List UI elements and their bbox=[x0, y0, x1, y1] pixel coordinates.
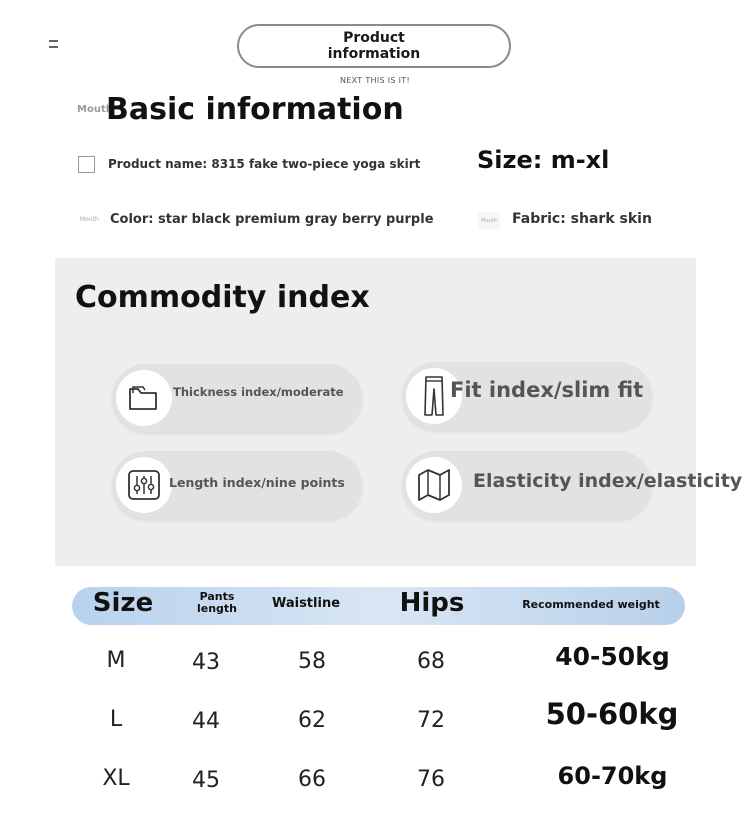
row-l-waistline: 62 bbox=[298, 708, 326, 733]
length-index-card bbox=[112, 451, 362, 519]
product-information-label: Product information bbox=[327, 30, 421, 62]
next-this-caption: NEXT THIS IS IT! bbox=[340, 76, 410, 85]
row-l-pants-length: 44 bbox=[192, 709, 220, 734]
header-hips: Hips bbox=[399, 588, 465, 618]
elasticity-index-label: Elasticity index/elasticity bbox=[473, 470, 743, 492]
product-fabric: Fabric: shark skin bbox=[512, 211, 652, 227]
fit-index-card bbox=[402, 362, 652, 430]
mouth-watermark-small: Mouth bbox=[80, 216, 99, 223]
sliders-icon bbox=[116, 457, 172, 513]
checkbox-icon bbox=[78, 156, 95, 173]
row-xl-weight: 60-70kg bbox=[557, 762, 668, 790]
map-fold-icon bbox=[406, 457, 462, 513]
folder-icon bbox=[116, 370, 172, 426]
row-xl-size: XL bbox=[102, 766, 130, 791]
product-name: Product name: 8315 fake two-piece yoga skirt bbox=[108, 157, 421, 171]
header-waistline: Waistline bbox=[271, 596, 341, 611]
header-recommended-weight: Recommended weight bbox=[522, 598, 660, 611]
length-index-label: Length index/nine points bbox=[169, 475, 345, 490]
row-xl-hips: 76 bbox=[417, 767, 445, 792]
row-m-size: M bbox=[106, 648, 126, 673]
fit-index-label: Fit index/slim fit bbox=[450, 378, 644, 402]
row-xl-pants-length: 45 bbox=[192, 768, 220, 793]
row-m-waistline: 58 bbox=[298, 649, 326, 674]
header-size: Size bbox=[92, 588, 154, 618]
size-range: Size: m-xl bbox=[477, 146, 610, 174]
thickness-index-card bbox=[112, 364, 362, 432]
row-l-weight: 50-60kg bbox=[545, 697, 679, 731]
product-information-badge bbox=[237, 24, 511, 68]
product-color: Color: star black premium gray berry purple bbox=[110, 212, 434, 227]
menu-icon[interactable] bbox=[48, 40, 60, 52]
elasticity-index-card bbox=[402, 451, 743, 519]
row-l-size: L bbox=[109, 707, 123, 732]
header-pants-length: Pants length bbox=[196, 590, 238, 615]
row-m-pants-length: 43 bbox=[192, 650, 220, 675]
thickness-index-label: Thickness index/moderate bbox=[173, 385, 344, 399]
mouth-watermark: Mouth bbox=[77, 104, 113, 115]
row-l-hips: 72 bbox=[417, 708, 445, 733]
row-m-hips: 68 bbox=[417, 649, 445, 674]
row-xl-waistline: 66 bbox=[298, 767, 326, 792]
basic-information-title: Basic information bbox=[106, 92, 404, 127]
commodity-index-title: Commodity index bbox=[75, 280, 370, 315]
mouth-watermark-tag: Mouth bbox=[478, 212, 500, 230]
row-m-weight: 40-50kg bbox=[555, 642, 670, 671]
